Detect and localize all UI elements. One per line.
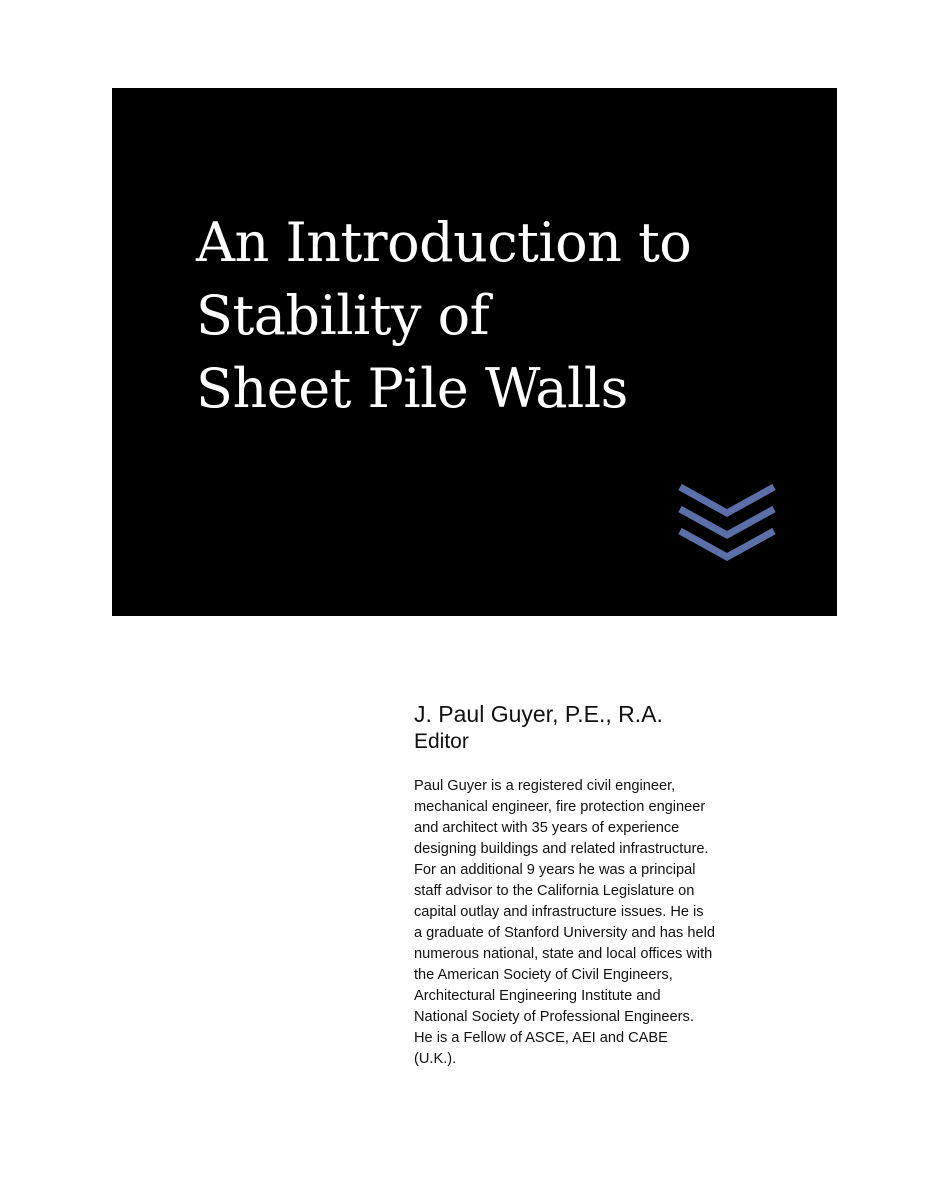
book-title — [196, 206, 796, 425]
bio-line: mechanical engineer, fire protection engineer — [414, 799, 706, 815]
bio-line: (U.K.). — [414, 1051, 457, 1067]
triple-chevron-down-icon — [677, 481, 777, 561]
bio-line: numerous national, state and local offices with — [414, 946, 713, 962]
cover-panel — [112, 88, 837, 616]
bio-line: Architectural Engineering Institute and — [414, 988, 661, 1004]
bio-line: staff advisor to the California Legislature on — [414, 883, 695, 899]
bio-line: designing buildings and related infrastructure. — [414, 841, 709, 857]
title-line-2: Stability of — [196, 284, 490, 347]
bio-line: National Society of Professional Engineers. — [414, 1009, 694, 1025]
author-bio — [414, 776, 814, 1070]
chevron-stroke-1 — [680, 487, 774, 513]
bio-line: capital outlay and infrastructure issues. He is — [414, 904, 704, 920]
bio-line: For an additional 9 years he was a principal — [414, 862, 696, 878]
title-line-3: Sheet Pile Walls — [196, 357, 628, 420]
bio-line: He is a Fellow of ASCE, AEI and CABE — [414, 1030, 668, 1046]
author-block — [414, 700, 834, 756]
bio-line: the American Society of Civil Engineers, — [414, 967, 673, 983]
bio-line: and architect with 35 years of experience — [414, 820, 680, 836]
author-name: J. Paul Guyer, P.E., R.A. — [414, 701, 663, 727]
bio-line: a graduate of Stanford University and has held — [414, 925, 715, 941]
author-role: Editor — [414, 730, 469, 753]
title-line-1: An Introduction to — [196, 211, 692, 274]
bio-line: Paul Guyer is a registered civil engineer, — [414, 778, 676, 794]
